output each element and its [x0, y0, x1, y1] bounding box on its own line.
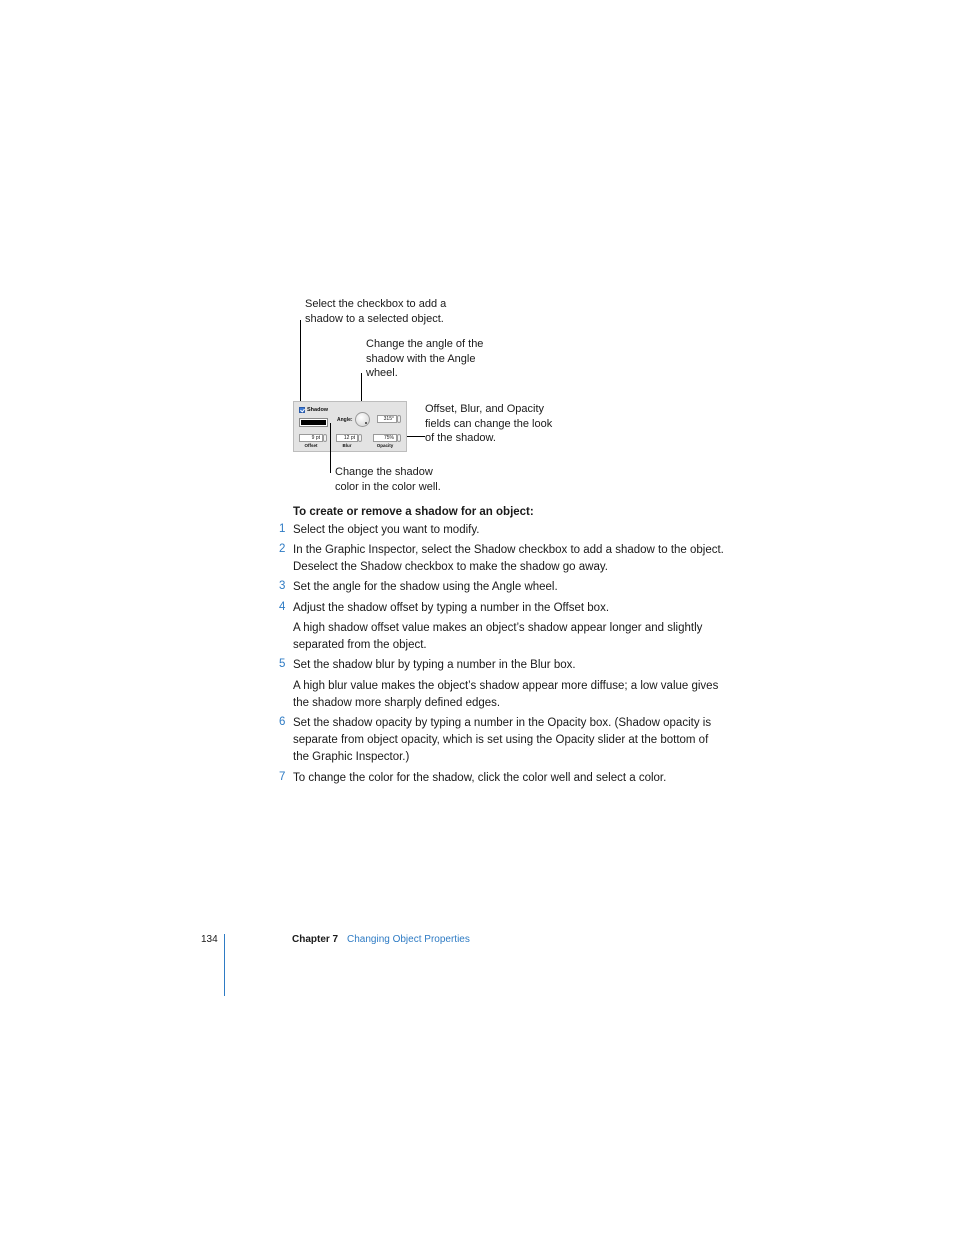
step-note [293, 620, 702, 654]
step-number: 2 [279, 543, 286, 555]
shadow-checkbox[interactable] [299, 407, 305, 413]
shadow-color-well[interactable] [299, 418, 328, 427]
leader-line-fields [406, 436, 425, 437]
step-line: To change the color for the shadow, click the color well and select a color. [293, 772, 667, 784]
callout-checkbox [305, 297, 446, 326]
step-line: Adjust the shadow offset by typing a number in the Offset box. [293, 602, 610, 614]
step-number: 5 [279, 658, 286, 670]
step-line: Set the shadow opacity by typing a number in the Opacity box. (Shadow opacity is [293, 717, 712, 729]
step-text [293, 542, 724, 576]
step-number: 1 [279, 523, 286, 535]
callout-line: of the shadow. [425, 432, 496, 445]
shadow-label: Shadow [307, 407, 329, 413]
step-line: Set the shadow blur by typing a number in the Blur box. [293, 659, 576, 671]
step-line: Deselect the Shadow checkbox to make the shadow go away. [293, 561, 608, 573]
opacity-stepper[interactable] [397, 434, 401, 442]
offset-field[interactable]: 9 pt [299, 434, 323, 442]
angle-field[interactable]: 315° [377, 415, 397, 423]
step-number: 6 [279, 716, 286, 728]
step-text [293, 522, 479, 539]
callout-line: shadow with the Angle [366, 352, 476, 365]
step-text [293, 715, 711, 766]
opacity-field[interactable]: 75% [373, 434, 397, 442]
leader-line-checkbox [300, 320, 301, 408]
callout-line: wheel. [366, 367, 398, 380]
callout-line: fields can change the look [425, 417, 553, 430]
chapter-title[interactable]: Changing Object Properties [347, 934, 470, 945]
shadow-inspector-panel [293, 401, 407, 452]
step-text [293, 600, 609, 617]
callout-angle [366, 337, 483, 381]
page-number: 134 [201, 934, 218, 945]
step-line: A high shadow offset value makes an object’s shadow appear longer and slightly [293, 622, 703, 634]
chapter-label: Chapter 7 [292, 934, 339, 945]
callout-color [335, 465, 441, 494]
step-number: 3 [279, 580, 286, 592]
callout-line: color in the color well. [335, 480, 441, 493]
step-text [293, 657, 576, 674]
step-text [293, 770, 666, 787]
callout-line: Change the shadow [335, 466, 433, 478]
callout-line: shadow to a selected object. [305, 312, 444, 325]
opacity-caption: Opacity [376, 443, 394, 448]
offset-caption: Offset [304, 443, 318, 448]
step-number: 4 [279, 601, 286, 613]
angle-wheel[interactable] [355, 412, 370, 427]
step-line: separate from object opacity, which is set using the Opacity slider at the bottom of [293, 734, 709, 746]
callout-line: Offset, Blur, and Opacity [425, 403, 545, 415]
callout-fields [425, 402, 552, 446]
step-line: separated from the object. [293, 639, 427, 651]
blur-field[interactable]: 12 pt [336, 434, 358, 442]
task-heading: To create or remove a shadow for an object: [293, 506, 534, 518]
step-line: the shadow more sharply defined edges. [293, 697, 501, 709]
angle-label: Angle: [337, 417, 353, 423]
blur-caption: Blur [342, 443, 352, 448]
step-text [293, 579, 558, 596]
step-line: Select the object you want to modify. [293, 524, 480, 536]
angle-stepper[interactable] [397, 415, 401, 423]
blur-stepper[interactable] [358, 434, 362, 442]
step-line: the Graphic Inspector.) [293, 751, 410, 763]
step-note [293, 678, 718, 712]
step-number: 7 [279, 771, 286, 783]
leader-line-color [330, 423, 331, 473]
offset-stepper[interactable] [323, 434, 327, 442]
step-line: In the Graphic Inspector, select the Shadow checkbox to add a shadow to the object. [293, 544, 724, 556]
callout-line: Change the angle of the [366, 338, 484, 350]
callout-line: Select the checkbox to add a [305, 298, 447, 310]
step-line: A high blur value makes the object’s shadow appear more diffuse; a low value gives [293, 680, 719, 692]
footer-rule [224, 934, 225, 996]
step-line: Set the angle for the shadow using the Angle wheel. [293, 581, 558, 593]
